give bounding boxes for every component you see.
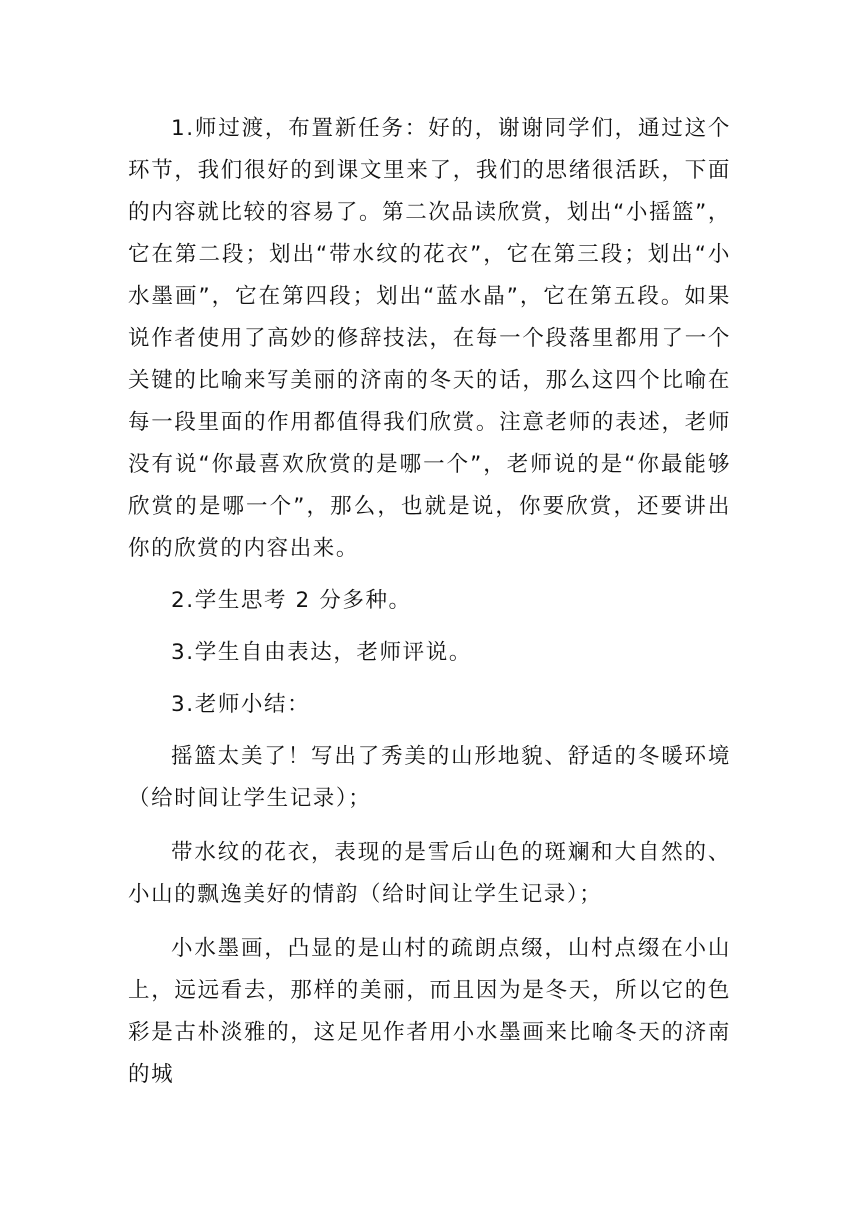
paragraph-ink-painting-summary: 小水墨画，凸显的是山村的疏朗点缀，山村点缀在小山上，远远看去，那样的美丽，而且因为是冬天，所以它的色彩是古朴淡雅的，这足见作者用小水墨画来比喻冬天的济南的城 — [128, 936, 731, 1087]
paragraph-teacher-transition: 1.师过渡，布置新任务：好的，谢谢同学们，通过这个环节，我们很好的到课文里来了，我们的思绪很活跃，下面的内容就比较的容易了。第二次品读欣赏，划出“小摇篮”，它在第二段；划出“带水纹的花衣”，它在第三段；划出“小水墨画”，它在第四段；划出“蓝水晶”，它在第五段。如果说作者使用了高妙的修辞技法，在每一个段落里都用了一个关键的比喻来写美丽的济南的冬天的话，那么这四个比喻在每一段里面的作用都值得我们欣赏。注意老师的表述，老师没有说“你最喜欢欣赏的是哪一个”，老师说的是“你最能够欣赏的是哪一个”，那么，也就是说，你要欣赏，还要讲出你的欣赏的内容出来。 — [128, 116, 731, 561]
paragraph-cradle-summary: 摇篮太美了！写出了秀美的山形地貌、舒适的冬暖环境（给时间让学生记录）； — [128, 744, 731, 811]
paragraph-patterned-coat-summary: 带水纹的花衣，表现的是雪后山色的斑斓和大自然的、小山的飘逸美好的情韵（给时间让学生记录）； — [128, 840, 731, 907]
paragraph-student-thinking: 2.学生思考 2 分多种。 — [171, 588, 412, 613]
paragraph-student-expression: 3.学生自由表达，老师评说。 — [171, 640, 472, 665]
document-body — [128, 108, 731, 1096]
paragraph-teacher-summary-heading: 3.老师小结： — [171, 692, 311, 717]
